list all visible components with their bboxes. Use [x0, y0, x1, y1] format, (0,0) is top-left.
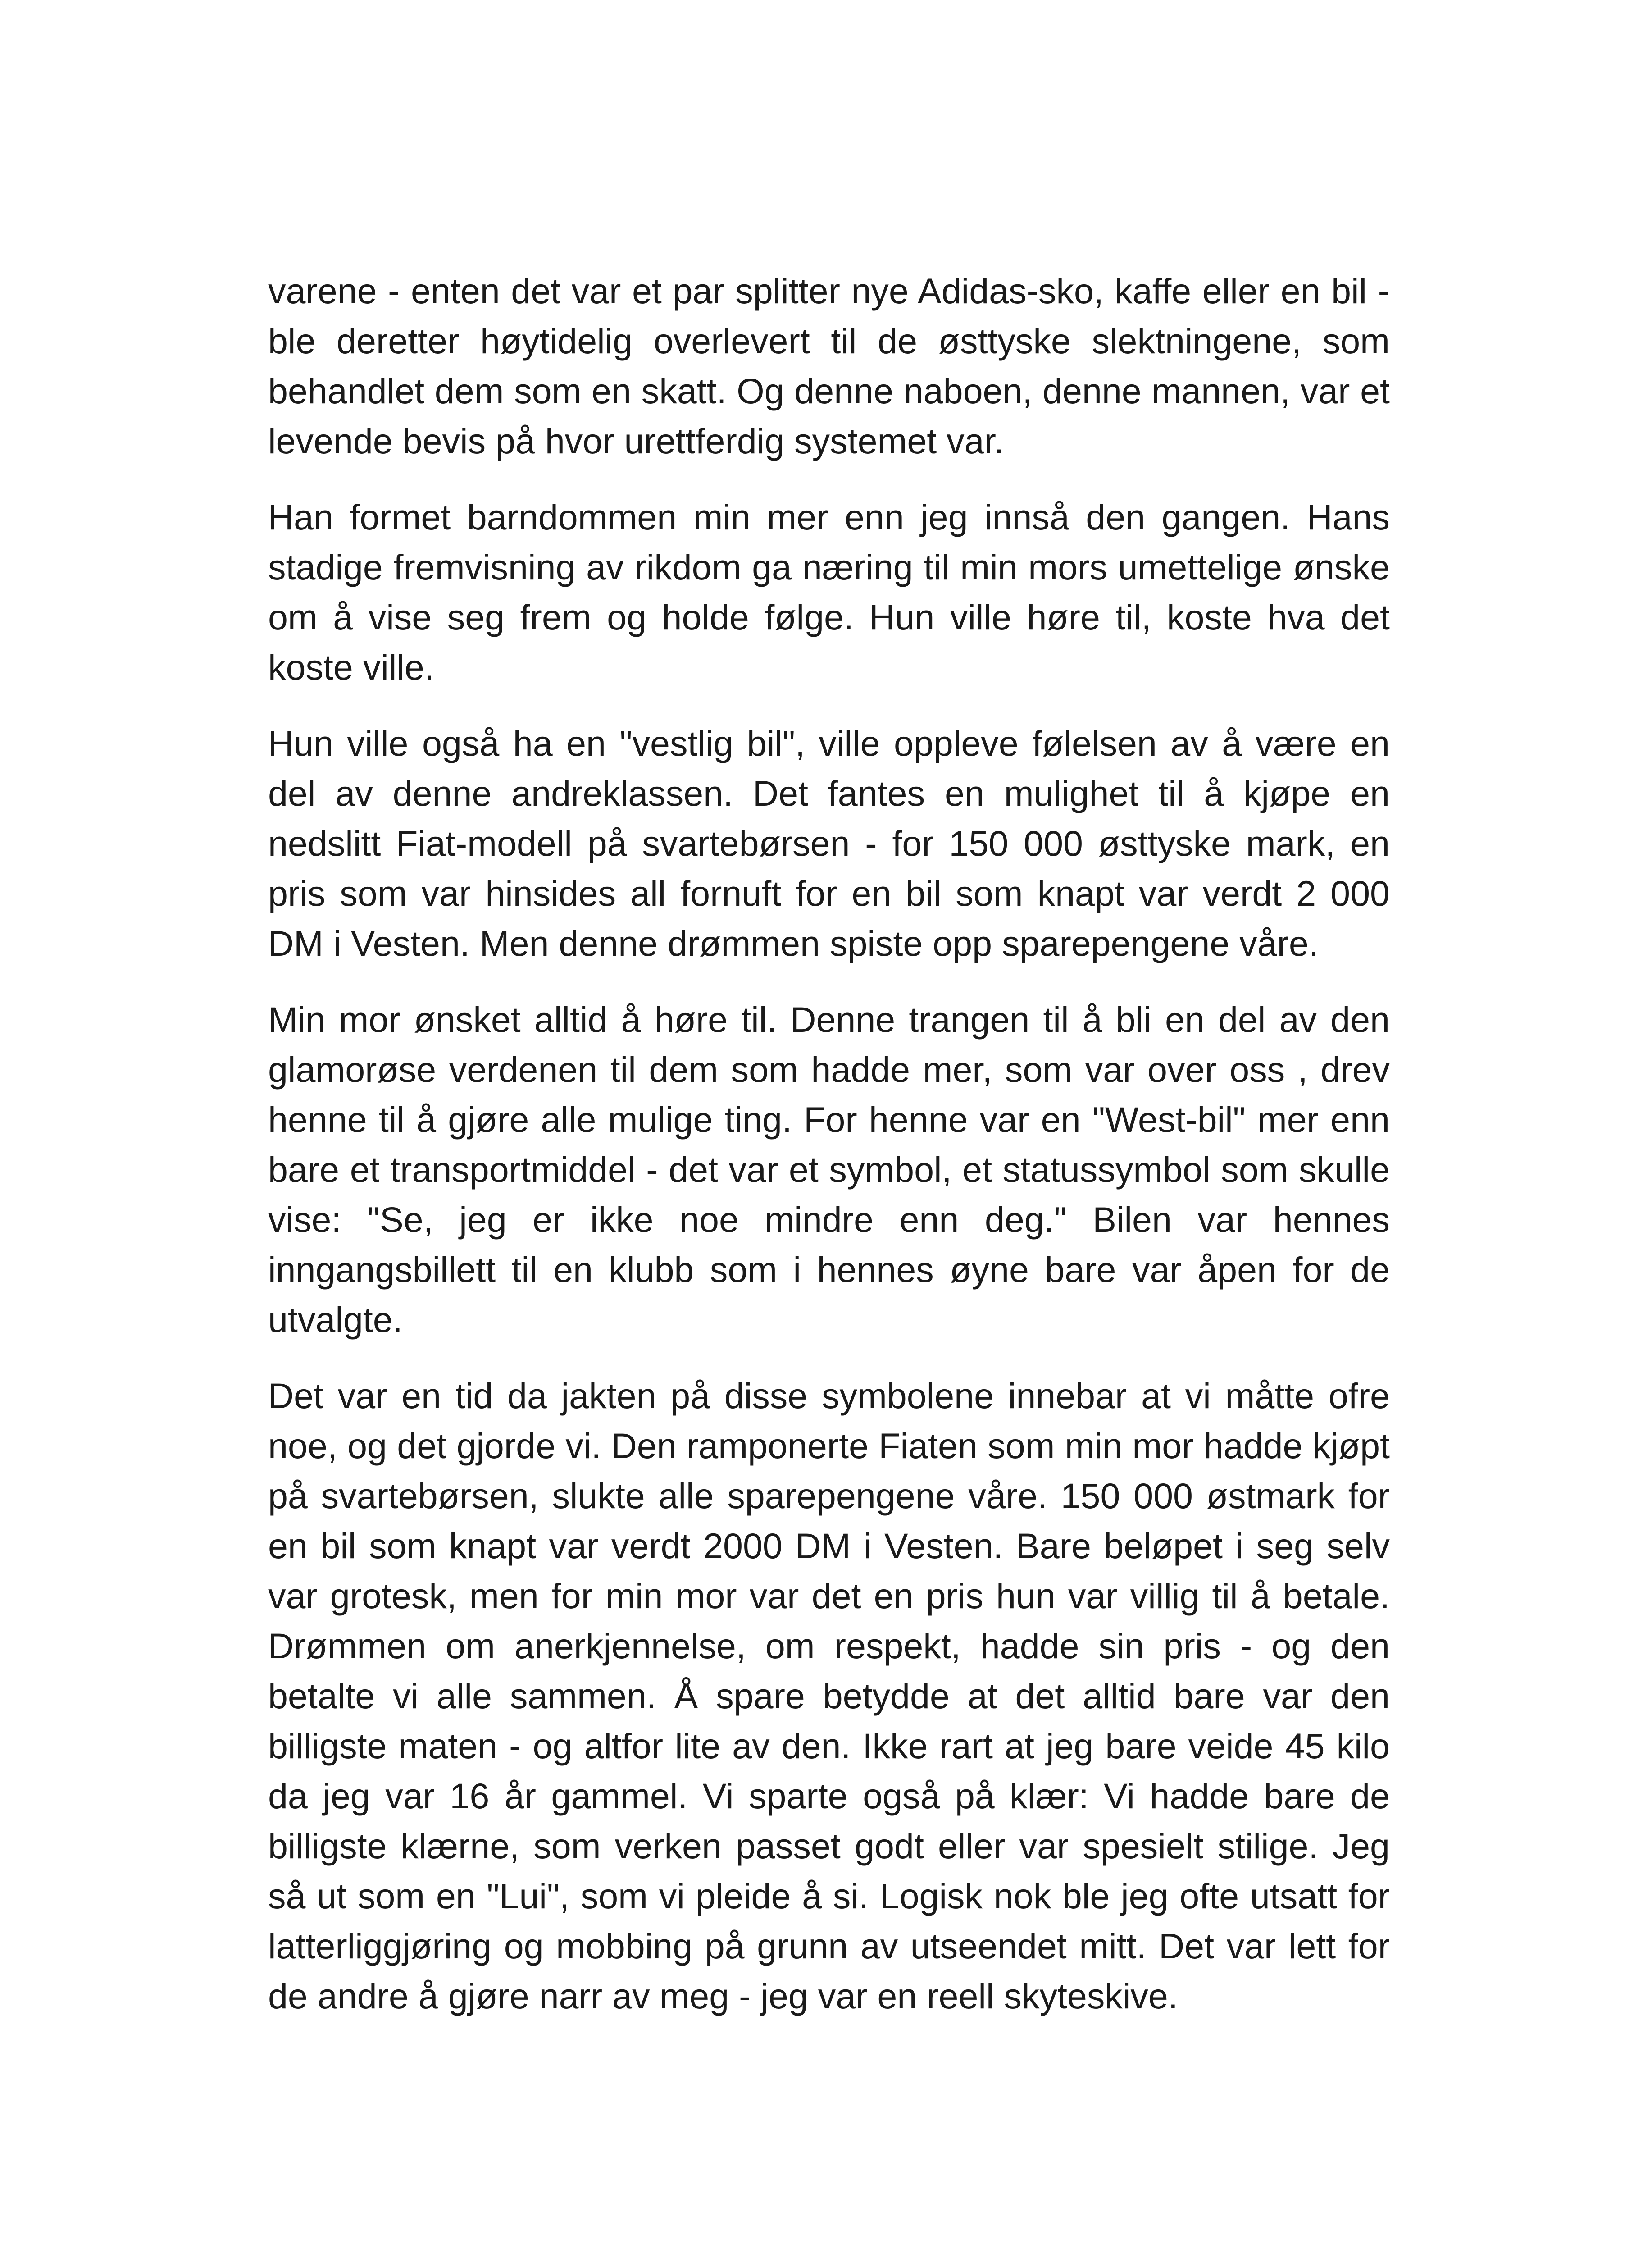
paragraph-5: Det var en tid da jakten på disse symbolene innebar at vi måtte ofre noe, og det gjorde vi. Den ramponerte Fiaten som min mor hadde kjøpt på svartebørsen, slukte alle sparepengene våre. 150 000 østmark for en bil som knapt var verdt 2000 DM i Vesten. Bare beløpet i seg selv var grotesk, men for min mor var det en pris hun var villig til å betale. Drømmen om anerkjennelse, om respekt, hadde sin pris - og den betalte vi alle sammen. Å spare betydde at det alltid bare var den billigste maten - og altfor lite av den. Ikke rart at jeg bare veide 45 kilo da jeg var 16 år gammel. Vi sparte også på klær: Vi hadde bare de billigste klærne, som verken passet godt eller var spesielt stilige. Jeg så ut som en "Lui", som vi pleide å si. Logisk nok ble jeg ofte utsatt for latterliggjøring og mobbing på grunn av utseendet mitt. Det var lett for de andre å gjøre narr av meg - jeg var en reell skyteskive.	[268, 1376, 1390, 2016]
paragraph-2: Han formet barndommen min mer enn jeg innså den gangen. Hans stadige fremvisning av rikdom ga næring til min mors umettelige ønske om å vise seg frem og holde følge. Hun ville høre til, koste hva det koste ville.	[268, 497, 1390, 687]
paragraph-4: Min mor ønsket alltid å høre til. Denne trangen til å bli en del av den glamorøse verdenen til dem som hadde mer, som var over oss , drev henne til å gjøre alle mulige ting. For henne var en "West-bil" mer enn bare et transportmiddel - det var et symbol, et statussymbol som skulle vise: "Se, jeg er ikke noe mindre enn deg." Bilen var hennes inngangsbillett til en klubb som i hennes øyne bare var åpen for de utvalgte.	[268, 999, 1390, 1340]
paragraph-1: varene - enten det var et par splitter nye Adidas-sko, kaffe eller en bil - ble deretter høytidelig overlevert til de østtyske slektningene, som behandlet dem som en skatt. Og denne naboen, denne mannen, var et levende bevis på hvor urettferdig systemet var.	[268, 271, 1390, 461]
document-body	[268, 266, 1390, 2047]
paragraph-3: Hun ville også ha en "vestlig bil", ville oppleve følelsen av å være en del av denne andreklassen. Det fantes en mulighet til å kjøpe en nedslitt Fiat-modell på svartebørsen - for 150 000 østtyske mark, en pris som var hinsides all fornuft for en bil som knapt var verdt 2 000 DM i Vesten. Men denne drømmen spiste opp sparepengene våre.	[268, 723, 1390, 963]
